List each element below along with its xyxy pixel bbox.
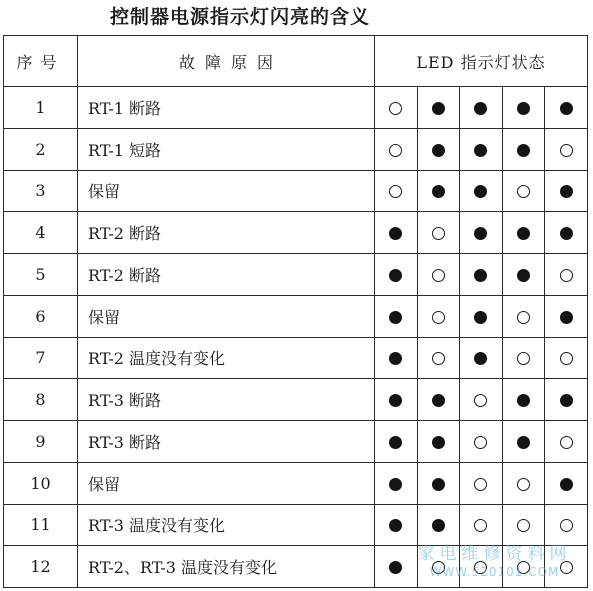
led-off-icon <box>474 394 487 407</box>
led-cell <box>417 379 460 421</box>
table-row <box>4 337 588 379</box>
row-number: 4 <box>4 212 78 254</box>
led-cell <box>417 254 460 296</box>
led-cell <box>375 462 418 504</box>
header-row <box>4 36 588 87</box>
led-on-icon <box>432 102 445 115</box>
led-off-icon <box>432 269 445 282</box>
led-cell <box>460 254 503 296</box>
led-off-icon <box>560 269 573 282</box>
led-cell <box>545 421 588 463</box>
led-cell <box>417 212 460 254</box>
cause-header: 故障原因 <box>78 36 375 87</box>
led-cell <box>375 546 418 588</box>
led-cell <box>460 128 503 170</box>
led-cell <box>417 337 460 379</box>
led-off-icon <box>517 519 530 532</box>
led-cell <box>417 87 460 129</box>
led-off-icon <box>474 436 487 449</box>
led-off-icon <box>560 561 573 574</box>
led-on-icon <box>389 227 402 240</box>
table-body <box>4 87 588 588</box>
table-row <box>4 128 588 170</box>
table-title: 控制器电源指示灯闪亮的含义 <box>110 6 371 28</box>
led-on-icon <box>560 102 573 115</box>
fault-cause: RT-1 断路 <box>78 87 375 129</box>
led-cell <box>502 212 545 254</box>
fault-cause: RT-2 断路 <box>78 254 375 296</box>
led-cell <box>545 87 588 129</box>
table-row <box>4 295 588 337</box>
led-on-icon <box>474 185 487 198</box>
watermark-url: WWW.520101.COM <box>429 565 560 579</box>
fault-cause: RT-3 断路 <box>78 379 375 421</box>
table-row <box>4 504 588 546</box>
led-on-icon <box>389 394 402 407</box>
led-status-table <box>3 35 588 588</box>
led-cell <box>460 421 503 463</box>
led-on-icon <box>389 436 402 449</box>
led-cell <box>502 337 545 379</box>
led-cell <box>460 546 503 588</box>
led-cell <box>545 128 588 170</box>
row-number: 6 <box>4 295 78 337</box>
led-on-icon <box>432 394 445 407</box>
led-cell <box>460 295 503 337</box>
led-cell <box>417 170 460 212</box>
led-cell <box>502 128 545 170</box>
led-on-icon <box>517 436 530 449</box>
row-number: 7 <box>4 337 78 379</box>
fault-cause: RT-2、RT-3 温度没有变化 <box>78 546 375 588</box>
led-cell <box>502 504 545 546</box>
led-off-icon <box>432 227 445 240</box>
row-number: 8 <box>4 379 78 421</box>
led-cell <box>545 379 588 421</box>
table-row <box>4 546 588 588</box>
led-on-icon <box>389 311 402 324</box>
led-on-icon <box>432 436 445 449</box>
led-cell <box>375 379 418 421</box>
fault-cause: 保留 <box>78 170 375 212</box>
fault-cause: 保留 <box>78 295 375 337</box>
led-cell <box>545 170 588 212</box>
led-cell <box>417 504 460 546</box>
led-cell <box>502 462 545 504</box>
led-cell <box>545 504 588 546</box>
led-cell <box>375 254 418 296</box>
fault-cause: RT-3 温度没有变化 <box>78 504 375 546</box>
led-cell <box>375 337 418 379</box>
led-cell <box>460 337 503 379</box>
led-cell <box>460 462 503 504</box>
led-cell <box>417 462 460 504</box>
led-on-icon <box>474 102 487 115</box>
led-cell <box>375 170 418 212</box>
led-cell <box>417 295 460 337</box>
table-row <box>4 254 588 296</box>
led-on-icon <box>474 144 487 157</box>
led-cell <box>417 128 460 170</box>
led-on-icon <box>432 144 445 157</box>
led-cell <box>375 128 418 170</box>
led-cell <box>502 170 545 212</box>
led-on-icon <box>560 311 573 324</box>
led-cell <box>502 379 545 421</box>
led-cell <box>460 212 503 254</box>
led-cell <box>502 421 545 463</box>
led-on-icon <box>560 394 573 407</box>
table-row <box>4 421 588 463</box>
row-number: 12 <box>4 546 78 588</box>
led-status-header: LED 指示灯状态 <box>375 36 588 87</box>
led-cell <box>545 254 588 296</box>
led-cell <box>375 504 418 546</box>
led-off-icon <box>517 478 530 491</box>
led-off-icon <box>389 185 402 198</box>
led-off-icon <box>560 144 573 157</box>
table-row <box>4 87 588 129</box>
led-cell <box>502 87 545 129</box>
led-cell <box>545 462 588 504</box>
led-off-icon <box>517 185 530 198</box>
led-cell <box>375 295 418 337</box>
led-on-icon <box>389 519 402 532</box>
led-cell <box>460 170 503 212</box>
led-off-icon <box>474 478 487 491</box>
led-cell <box>545 295 588 337</box>
row-number: 3 <box>4 170 78 212</box>
row-number: 10 <box>4 462 78 504</box>
table-row <box>4 170 588 212</box>
led-off-icon <box>560 519 573 532</box>
led-off-icon <box>432 352 445 365</box>
led-on-icon <box>517 227 530 240</box>
table-row <box>4 462 588 504</box>
fault-cause: RT-2 断路 <box>78 212 375 254</box>
led-on-icon <box>560 478 573 491</box>
led-on-icon <box>560 227 573 240</box>
led-on-icon <box>560 185 573 198</box>
led-cell <box>460 87 503 129</box>
row-number: 2 <box>4 128 78 170</box>
led-off-icon <box>474 519 487 532</box>
led-cell <box>502 546 545 588</box>
fault-cause: RT-3 断路 <box>78 421 375 463</box>
led-on-icon <box>389 352 402 365</box>
led-cell <box>502 295 545 337</box>
led-on-icon <box>517 394 530 407</box>
led-on-icon <box>389 478 402 491</box>
row-number: 1 <box>4 87 78 129</box>
led-cell <box>545 212 588 254</box>
led-on-icon <box>517 102 530 115</box>
led-on-icon <box>432 478 445 491</box>
led-off-icon <box>474 561 487 574</box>
led-off-icon <box>517 561 530 574</box>
table-row <box>4 212 588 254</box>
led-on-icon <box>474 227 487 240</box>
fault-cause: RT-2 温度没有变化 <box>78 337 375 379</box>
watermark-site-name: 家电维修资料网 <box>417 544 572 564</box>
led-off-icon <box>517 352 530 365</box>
led-cell <box>502 254 545 296</box>
row-number: 11 <box>4 504 78 546</box>
led-on-icon <box>389 269 402 282</box>
led-off-icon <box>560 436 573 449</box>
led-off-icon <box>389 102 402 115</box>
row-number: 5 <box>4 254 78 296</box>
led-cell <box>417 546 460 588</box>
led-cell <box>417 421 460 463</box>
row-number: 9 <box>4 421 78 463</box>
led-cell <box>460 504 503 546</box>
led-off-icon <box>389 144 402 157</box>
table-row <box>4 379 588 421</box>
led-off-icon <box>432 561 445 574</box>
led-on-icon <box>474 352 487 365</box>
led-off-icon <box>517 311 530 324</box>
fault-cause: RT-1 短路 <box>78 128 375 170</box>
led-on-icon <box>432 185 445 198</box>
number-header: 序号 <box>4 36 78 87</box>
led-cell <box>545 337 588 379</box>
led-off-icon <box>560 352 573 365</box>
fault-cause: 保留 <box>78 462 375 504</box>
led-off-icon <box>432 311 445 324</box>
led-on-icon <box>432 519 445 532</box>
led-on-icon <box>474 269 487 282</box>
led-cell <box>375 87 418 129</box>
led-on-icon <box>474 311 487 324</box>
led-cell <box>460 379 503 421</box>
led-cell <box>375 212 418 254</box>
led-cell <box>375 421 418 463</box>
led-cell <box>545 546 588 588</box>
led-on-icon <box>517 269 530 282</box>
led-on-icon <box>517 144 530 157</box>
led-on-icon <box>389 561 402 574</box>
